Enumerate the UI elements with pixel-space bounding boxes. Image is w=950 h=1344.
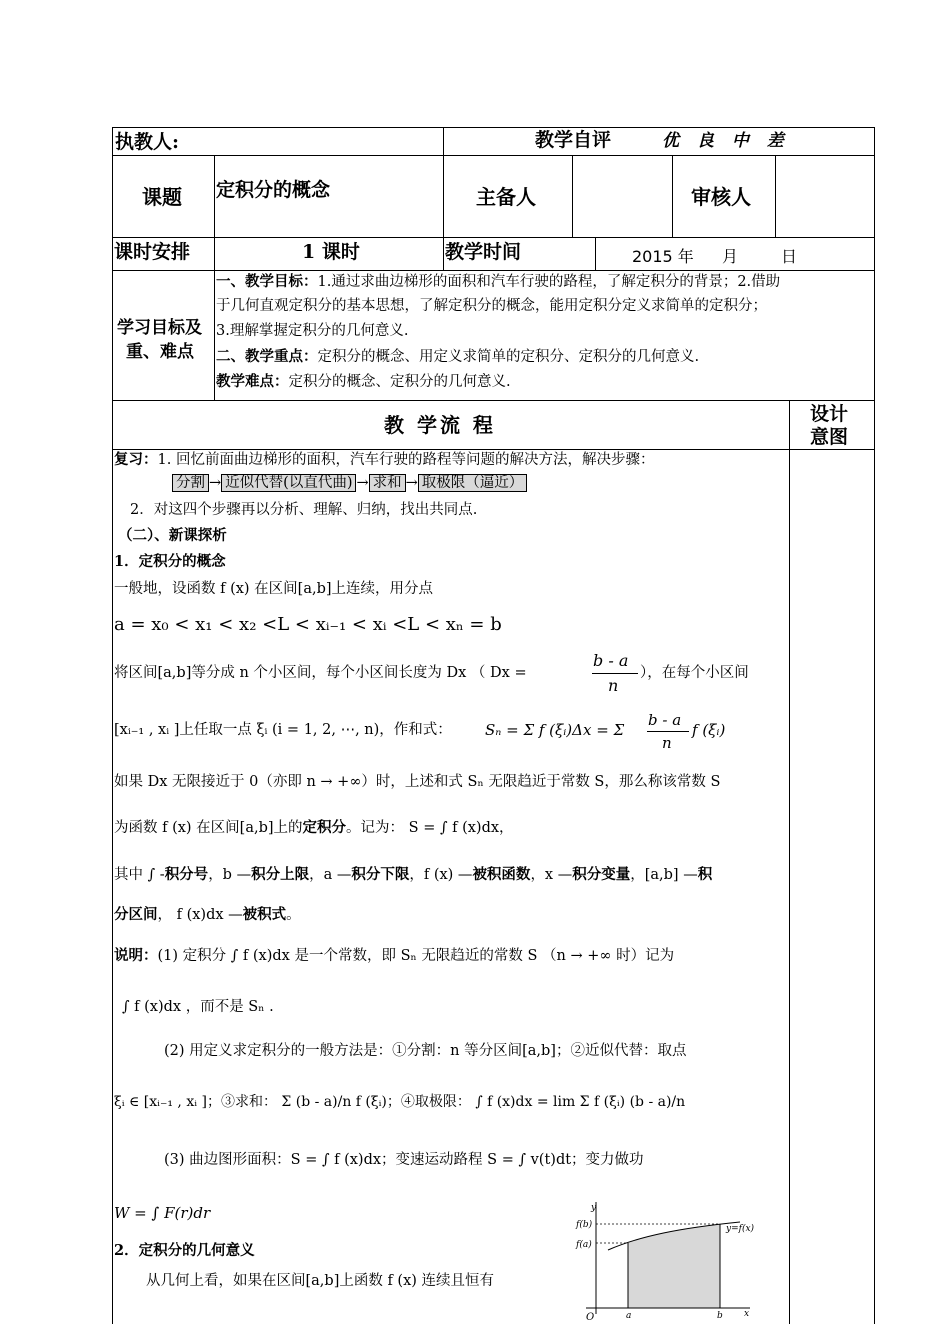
arrow-2: → (356, 475, 369, 491)
para-5c: 。记为： S = ∫ f (x)dx， (346, 820, 514, 836)
p6b: 积分号 (164, 866, 209, 883)
frac-2-den: n (662, 734, 672, 752)
goal-line-2: 于几何直观定积分的基本思想，了解定积分的概念，能用定积分定义求简单的定积分； (216, 298, 767, 314)
para-1: 一般地，设函数 f (x) 在区间[a,b]上连续，用分点 (114, 581, 434, 597)
key-heading: 二、教学重点： (216, 348, 318, 365)
step-4: 取极限（逼近） (418, 474, 528, 492)
note-1b: ∫ f (x)dx ，而不是 Sₙ . (122, 999, 274, 1015)
b-tick-label: b (717, 1311, 723, 1321)
origin-label: O (586, 1312, 595, 1323)
para-2 (114, 665, 527, 682)
design-label-1: 设计 (810, 403, 849, 425)
day: 日 (781, 247, 798, 266)
preparer-label: 主备人 (476, 185, 536, 209)
geo-text: 从几何上看，如果在区间[a,b]上函数 f (x) 连续且恒有 (146, 1273, 495, 1289)
frac-2-bar (647, 731, 689, 732)
review-2: 2．对这四个步骤再以分析、理解、归纳，找出共同点. (130, 502, 478, 518)
flow-title: 教 学流 程 (384, 413, 496, 437)
para-3: [xᵢ₋₁ , xᵢ ]上任取一点 ξᵢ (i = 1, 2, ⋯, n)，作和式： (114, 722, 452, 738)
frac-1-num: b - a (593, 651, 629, 670)
p6d: 积分上限 (251, 866, 310, 883)
goal-text-1: 1.通过求曲边梯形的面积和汽车行驶的路程，了解定积分的背景；2.借助 (317, 274, 781, 290)
frac-1-den: n (608, 676, 619, 695)
p6k: ，[a,b] — (630, 867, 698, 883)
para-6 (114, 866, 712, 884)
sum-tail: f (ξᵢ) (692, 721, 726, 739)
fb-label: f(b) (576, 1220, 593, 1230)
para-5b: 定积分 (302, 819, 347, 836)
key-text: 定积分的概念、用定义求简单的定积分、定积分的几何意义. (317, 349, 700, 365)
arrow-1: → (209, 475, 222, 491)
step-3: 求和 (369, 474, 406, 492)
design-label-2: 意图 (810, 426, 849, 448)
goal-heading: 一、教学目标： (216, 273, 318, 290)
time-label: 教学时间 (445, 241, 522, 263)
goal-line-3: 3.理解掌握定积分的几何意义. (216, 323, 409, 339)
teacher-label: 执教人: (115, 131, 180, 153)
step-1: 分割 (172, 474, 209, 492)
period-label: 课时安排 (114, 241, 191, 263)
p6e: ，a — (309, 867, 352, 883)
p6h: 被积函数 (472, 866, 531, 883)
para-7 (114, 906, 301, 924)
para-5 (114, 819, 514, 837)
section2-heading: （二）、新课探析 (118, 527, 227, 544)
fa-label: f(a) (576, 1240, 592, 1250)
p6f: 积分下限 (351, 866, 410, 883)
hard-points (216, 373, 511, 391)
frac-2-num: b - a (648, 711, 682, 729)
para-2a: 将区间[a,b]等分成 n 个小区间，每个小区间长度为 Dx （ Dx = (114, 665, 527, 681)
concept-heading: 1．定积分的概念 (114, 553, 226, 570)
month: 月 (722, 247, 739, 266)
goal-line-1 (216, 273, 780, 291)
topic-value: 定积分的概念 (216, 179, 331, 201)
area-graph (570, 1198, 760, 1324)
hard-text: 定积分的概念、定积分的几何意义. (288, 374, 511, 390)
reviewer-label: 审核人 (691, 185, 751, 209)
review-line (114, 451, 654, 469)
note-1-text: (1) 定积分 ∫ f (x)dx 是一个常数，即 Sₙ 无限趋近的常数 S （n → +∞ 时）记为 (157, 948, 675, 964)
curve-label: y=f(x) (726, 1224, 755, 1234)
geo-heading: 2．定积分的几何意义 (114, 1242, 255, 1259)
sum-expr: Sₙ = Σ f (ξᵢ)Δx = Σ (485, 721, 625, 739)
p6j: 积分变量 (572, 866, 631, 883)
p6l: 积 (697, 866, 713, 883)
p7c: 被积式 (242, 906, 287, 923)
objectives-label-2: 重、难点 (126, 342, 194, 362)
para-2b: ），在每个小区间 (640, 665, 749, 681)
para-4: 如果 Dx 无限接近于 0（亦即 n → +∞）时，上述和式 Sₙ 无限趋近于常数 S，那么称该常数 S (114, 774, 721, 790)
objectives-label-1: 学习目标及 (117, 318, 202, 338)
note-1 (114, 947, 674, 965)
note-2b: ξᵢ ∈ [xᵢ₋₁ , xᵢ ]；③求和： Σ (b - a)/n f (ξᵢ)；④取极限： ∫ f (x)dx = lim Σ f (ξᵢ) (b - a)/n (114, 1094, 686, 1110)
a-tick-label: a (626, 1311, 632, 1321)
self-eval-label: 教学自评 (535, 129, 612, 151)
step-2: 近似代替(以直代曲) (221, 474, 356, 492)
review-heading: 复习： (114, 451, 158, 468)
p6a: 其中 ∫ - (114, 867, 165, 883)
p6i: ，x — (530, 867, 573, 883)
partition: a = x₀ < x₁ < x₂ <L < xᵢ₋₁ < xᵢ <L < xₙ = b (114, 614, 502, 635)
p6g: ，f (x) — (409, 867, 473, 883)
para-5a: 为函数 f (x) 在区间[a,b]上的 (114, 820, 303, 836)
x-label: x (744, 1309, 750, 1319)
p7b: ， f (x)dx — (157, 907, 243, 923)
note-3: (3) 曲边图形面积：S = ∫ f (x)dx；变速运动路程 S = ∫ v(t)dt；变力做功 (164, 1152, 644, 1168)
hard-heading: 教学难点： (216, 373, 289, 390)
key-points (216, 348, 699, 366)
ratings: 优 良 中 差 (662, 131, 790, 151)
review-text: 1. 回忆前面曲边梯形的面积，汽车行驶的路程等问题的解决方法，解决步骤： (157, 452, 655, 468)
shaded-area (628, 1224, 720, 1308)
frac-1-bar (592, 673, 638, 674)
period-value: 1 课时 (302, 241, 360, 263)
p7a: 分区间 (114, 906, 158, 923)
arrow-3: → (405, 475, 418, 491)
year: 2015 年 (632, 247, 694, 266)
note-3b: W = ∫ F(r)dr (114, 1204, 211, 1222)
y-label: y (591, 1203, 597, 1213)
note-2: (2) 用定义求定积分的一般方法是：①分割：n 等分区间[a,b]；②近似代替：取点 (164, 1043, 687, 1059)
p6c: ，b — (208, 867, 252, 883)
note-heading: 说明： (114, 947, 158, 964)
steps-row (172, 475, 527, 492)
p7d: 。 (286, 907, 301, 923)
topic-label: 课题 (142, 185, 182, 209)
